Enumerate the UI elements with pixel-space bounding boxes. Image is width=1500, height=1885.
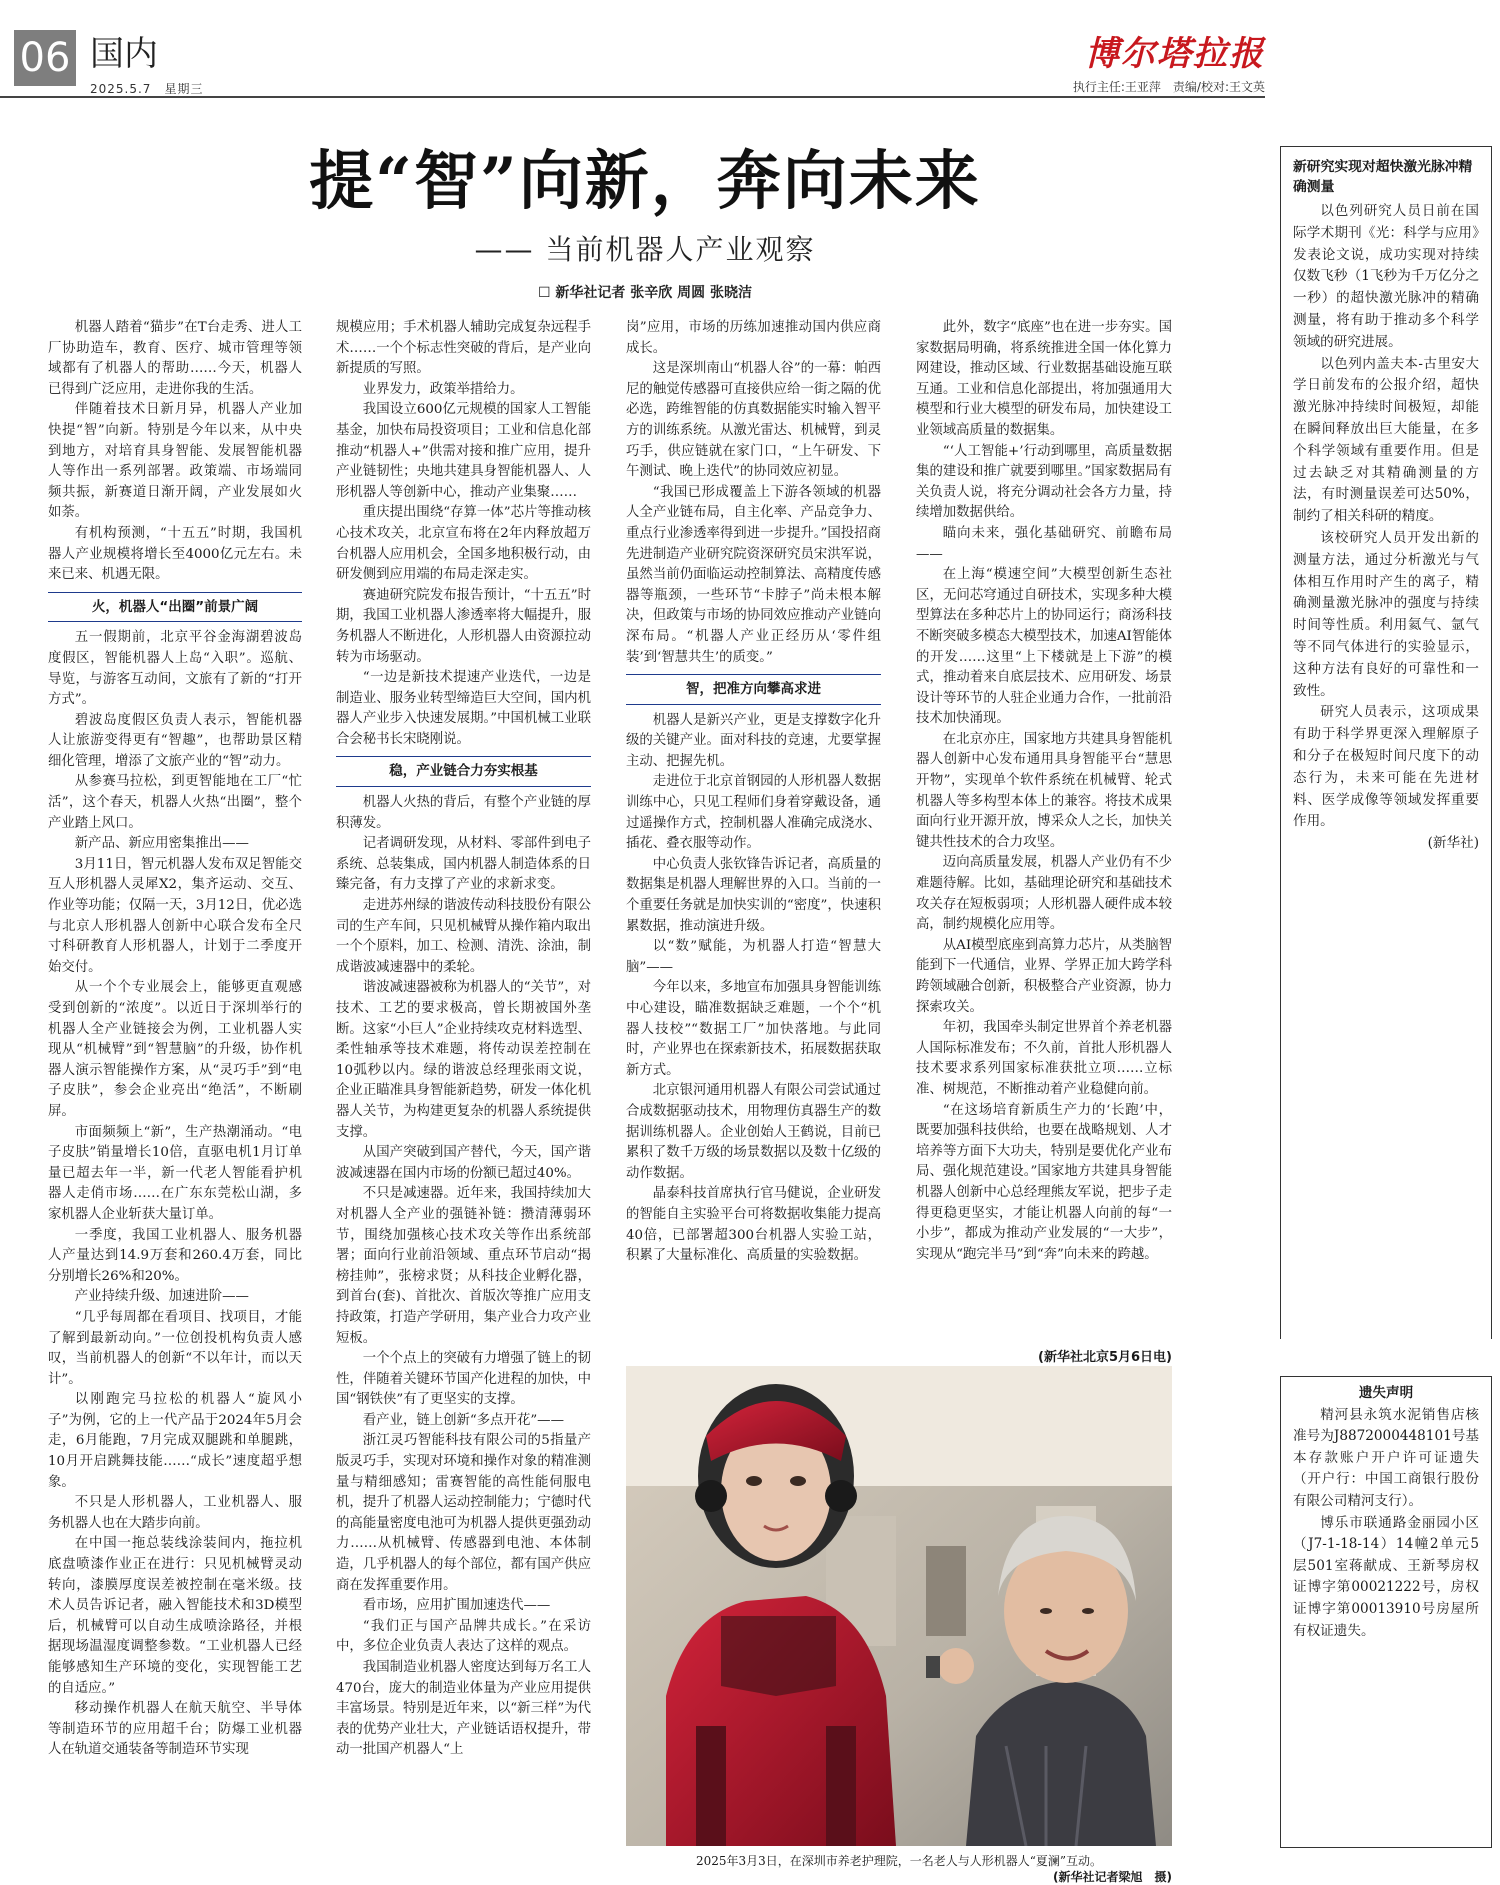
article-paragraph: 赛迪研究院发布报告预计，“十五五”时期，我国工业机器人渗透率将大幅提升，服务机器人不断进化，人形机器人由资源拉动转为市场驱动。 xyxy=(336,587,591,665)
article-paragraph: 看市场，应用扩围加速迭代—— xyxy=(362,1598,551,1614)
article-paragraph: 走进位于北京首钢园的人形机器人数据训练中心，只见工程师们身着穿戴设备，通过遥操作方式，控制机器人准确完成浇水、插花、叠衣服等动作。 xyxy=(626,774,881,852)
lost-notice-box xyxy=(1280,1376,1492,1848)
article-paragraph: 碧波岛度假区负责人表示，智能机器人让旅游变得更有“智趣”，也帮助景区精细化管理，增添了文旅产业的“智”动力。 xyxy=(48,712,302,769)
article-paragraph: 今年以来，多地宣布加强具身智能训练中心建设，瞄准数据缺乏难题，一个个“机器人技校”“数据工厂”加快落地。与此同时，产业界也在探索新技术，拓展数据获取新方式。 xyxy=(626,980,881,1078)
news-photo xyxy=(626,1366,1172,1846)
article-subheadline: —— 当前机器人产业观察 xyxy=(474,233,816,266)
page-number: 06 xyxy=(14,30,76,86)
article-paragraph: 看产业，链上创新“多点开花”—— xyxy=(362,1412,564,1428)
sidebar-title: 新研究实现对超快激光脉冲精确测量 xyxy=(1293,159,1473,195)
article-paragraph: “我国已形成覆盖上下游各领域的机器人全产业链布局，自主化率、产品竞争力、重点行业渗透率得到进一步提升。”国投招商先进制造产业研究院资深研究员宋洪军说，虽然当前仍面临运动控制算法、高精度传感器等瓶颈，一些环节“卡脖子”尚未根本解决，但政策与市场的协同效应推动产业链向深布局。“机器人产业正经历从‘零件组装’到‘智慧共生’的质变。” xyxy=(626,484,881,665)
article-paragraph: 这是深圳南山“机器人谷”的一幕：帕西尼的触觉传感器可直接供应给一街之隔的优必选，跨维智能的仿真数据能实时输入智平方的训练系统。从激光雷达、机械臂，到灵巧手，供应链就在家门口，“上午研发、下午测试、晚上迭代”的协同效应初显。 xyxy=(626,361,881,480)
article-paragraph: 从国产突破到国产替代，今天，国产谐波减速器在国内市场的份额已超过40%。 xyxy=(336,1145,591,1181)
article-paragraph: 北京银河通用机器人有限公司尝试通过合成数据驱动技术，用物理仿真器生产的数据训练机器人。企业创始人王鹤说，目前已累积了数千万级的场景数据以及数十亿级的动作数据。 xyxy=(626,1083,881,1181)
sidebar-content xyxy=(1293,157,1479,855)
article-paragraph: 一个个点上的突破有力增强了链上的韧性，伴随着关键环节国产化进程的加快，中国“钢铁侠”有了更坚实的支撑。 xyxy=(336,1351,591,1408)
article-paragraph: 机器人火热的背后，有整个产业链的厚积薄发。 xyxy=(336,795,591,831)
article-paragraph: “在这场培育新质生产力的‘长跑’中，既要加强科技供给，也要在战略规划、人才培养等方面下大功夫，特别是要优化产业布局、强化规范建设。”国家地方共建具身智能机器人创新中心总经理熊友军说，把步子走得更稳更坚实，才能让机器人向前的每“一小步”，都成为推动产业发展的“一大步”，实现从“跑完半马”到“奔”向未来的跨越。 xyxy=(916,1102,1172,1262)
photo-caption: 2025年3月3日，在深圳市养老护理院，一名老人与人形机器人“夏澜”互动。 xyxy=(695,1854,1103,1868)
photo-elderly-woman-with-red-humanoid-robot-icon xyxy=(626,1366,1172,1846)
article-paragraph: 年初，我国牵头制定世界首个养老机器人国际标准发布；不久前，首批人形机器人技术要求系列国家标准获批立项……立标准、树规范，不断推动着产业稳健向前。 xyxy=(916,1020,1172,1097)
sidebar-paragraph: 该校研究人员开发出新的测量方法，通过分析激光与气体相互作用时产生的离子，精确测量激光脉冲的强度与持续时间等性质。利用氦气、氩气等不同气体进行的实验显示，这种方法有良好的可靠性和一致性。 xyxy=(1293,529,1479,699)
article-paragraph: 浙江灵巧智能科技有限公司的5指量产版灵巧手，实现对环境和操作对象的精准测量与精细感知；雷赛智能的高性能伺服电机，提升了机器人运动控制能力；宁德时代的高能量密度电池可为机器人提供更强劲动力……从机械臂、传感器到电池、本体制造，几乎机器人的每个部位，都有国产供应商在发挥重要作用。 xyxy=(336,1433,591,1593)
article-paragraph: 业界发力，政策举措给力。 xyxy=(362,381,524,397)
article-paragraph: 在上海“模速空间”大模型创新生态社区，无问芯穹通过自研技术，实现多种大模型算法在多种芯片上的协同运行；商汤科技不断突破多模态大模型技术，加速AI智能体的开发……这里“上下楼就是上下游”的模式，推动着来自底层技术、应用研发、场景设计等环节的人驻企业通力合作，一批前沿技术加快涌现。 xyxy=(916,567,1172,727)
article-paragraph: 走进苏州绿的谐波传动科技股份有限公司的生产车间，只见机械臂从操作箱内取出一个个原料，加工、检测、清洗、涂油，制成谐波减速器中的柔轮。 xyxy=(336,898,591,975)
article-paragraph: 记者调研发现，从材料、零部件到电子系统、总装集成，国内机器人制造体系的日臻完备，有力支撑了产业的求新求变。 xyxy=(336,836,591,893)
article-paragraph: 我国制造业机器人密度达到每万名工人470台，庞大的制造业体量为产业应用提供丰富场景。特别是近年来，以“新三样”为代表的优势产业壮大，产业链话语权提升，带动一批国产机器人“上 xyxy=(336,1660,591,1758)
article-paragraph: 从AI模型底座到高算力芯片，从类脑智能到下一代通信，业界、学界正加大跨学科跨领域融合创新，积极整合产业资源，协力探索攻关。 xyxy=(916,937,1172,1015)
newspaper-masthead-logo: 博尔塔拉报 xyxy=(1085,34,1265,74)
section-subhead: 火，机器人“出圈”前景广阔 xyxy=(48,592,302,623)
article-paragraph: 移动操作机器人在航天航空、半导体等制造环节的应用超千台；防爆工业机器人在轨道交通装备等制造环节实现 xyxy=(48,1701,302,1758)
section-name: 国内 xyxy=(90,34,158,74)
article-paragraph: 在北京亦庄，国家地方共建具身智能机器人创新中心发布通用具身智能平台“慧思开物”，实现单个软件系统在机械臂、轮式机器人等多构型本体上的兼容。将技术成果面向行业开源开放，博采众人之长，加快关键共性技术的合力攻坚。 xyxy=(916,731,1172,850)
article-paragraph: “几乎每周都在看项目、找项目，才能了解到最新动向。”一位创投机构负责人感叹，当前机器人的创新“不以年计，而以天计”。 xyxy=(48,1309,302,1387)
header-rule xyxy=(0,96,1265,98)
article-paragraph: 不只是人形机器人，工业机器人、服务机器人也在大踏步向前。 xyxy=(48,1495,302,1531)
sidebar-news-brief xyxy=(1280,146,1492,1339)
article-paragraph: 市面频频上“新”，生产热潮涌动。“电子皮肤”销量增长10倍，直驱电机1月订单量已超去年一半，新一代老人智能看护机器人走俏市场……在广东东莞松山湖，多家机器人企业斩获大量订单。 xyxy=(48,1124,302,1222)
editor-credits: 执行主任:王亚萍 责编/校对:王文英 xyxy=(1072,80,1265,94)
article-column-2 xyxy=(336,318,591,1870)
article-paragraph: 重庆提出围绕“存算一体”芯片等推动核心技术攻关，北京宣布将在2年内释放超万台机器人应用机会，全国多地积极行动，由研发侧到应用端的布局走深走实。 xyxy=(336,505,591,583)
article-paragraph: 机器人是新兴产业，更是支撑数字化升级的关键产业。面对科技的竞速，尤要掌握主动、把握先机。 xyxy=(626,712,881,769)
notice-title: 遗失声明 xyxy=(1358,1385,1414,1401)
article-paragraph: 瞄向未来，强化基础研究、前瞻布局—— xyxy=(916,525,1172,562)
article-paragraph: 不只是减速器。近年来，我国持续加大对机器人全产业的强链补链：攒清薄弱环节，围绕加强核心技术攻关等作出系统部署；面向行业前沿领域、重点环节启动“揭榜挂帅”，张榜求贤；从科技企业孵化器，到首台(套)、首批次、首版次等推广应用支持政策，打造产学研用，集产业合力攻产业短板。 xyxy=(336,1186,591,1346)
article-column-3 xyxy=(626,318,881,1358)
article-paragraph: “‘人工智能+’行动到哪里，高质量数据集的建设和推广就要到哪里。”国家数据局有关负责人说，将充分调动社会各方力量，持续增加数据供给。 xyxy=(916,443,1172,521)
article-paragraph: 谐波减速器被称为机器人的“关节”，对技术、工艺的要求极高，曾长期被国外垄断。这家“小巨人”企业持续攻克材料选型、柔性轴承等技术难题，将传动误差控制在10弧秒以内。绿的谐波总经理张雨文说，企业正瞄准具身智能新趋势，研发一体化机器人关节，为构建更复杂的机器人系统提供支撑。 xyxy=(336,980,591,1140)
notice-paragraph: 精河县永筑水泥销售店核准号为J8872000448101号基本存款账户开户许可证遗失（开户行：中国工商银行股份有限公司精河支行）。 xyxy=(1293,1406,1479,1509)
article-byline: ☐ 新华社记者 张辛欣 周圆 张晓洁 xyxy=(537,285,753,301)
sidebar-source: (新华社) xyxy=(1427,835,1479,852)
notice-content xyxy=(1293,1383,1479,1642)
section-subhead: 稳，产业链合力夯实根基 xyxy=(336,756,591,787)
article-paragraph: 产业持续升级、加速进阶—— xyxy=(74,1289,249,1305)
sidebar-paragraph: 以色列研究人员日前在国际学术期刊《光：科学与应用》发表论文说，成功实现对持续仅数飞秒（1飞秒为千万亿分之一秒）的超快激光脉冲的精确测量，将有助于推动多个科学领域的研究进展。 xyxy=(1293,203,1479,350)
article-paragraph: 我国设立600亿元规模的国家人工智能基金，加快布局投资项目；工业和信息化部推动“机器人+”供需对接和推广应用，提升产业链韧性；央地共建具身智能机器人、人形机器人等创新中心，推动产业集聚…… xyxy=(336,402,591,500)
sidebar-paragraph: 以色列内盖夫本-古里安大学日前发布的公报介绍，超快激光脉冲持续时间极短，却能在瞬间释放出巨大能量，在多个科学领域有重要作用。但是过去缺乏对其精确测量的方法，有时测量误差可达50%，制约了相关科研的精度。 xyxy=(1293,355,1479,525)
article-paragraph: 岗”应用，市场的历练加速推动国内供应商成长。 xyxy=(626,320,881,356)
article-dateline: (新华社北京5月6日电) xyxy=(1038,1350,1172,1365)
article-paragraph: 在中国一拖总装线涂装间内，拖拉机底盘喷漆作业正在进行：只见机械臂灵动转向，漆膜厚度误差被控制在毫米级。技术人员告诉记者，融入智能技术和3D模型后，机械臂可以自动生成喷涂路径，并根据现场温湿度调整参数。“工业机器人已经能够感知生产环境的变化，实现智能工艺的自适应。” xyxy=(48,1536,302,1696)
sidebar-paragraph: 研究人员表示，这项成果有助于科学界更深入理解原子和分子在极短时间尺度下的动态行为，未来可能在先进材料、医学成像等领域发挥重要作用。 xyxy=(1293,704,1479,830)
article-paragraph: 伴随着技术日新月异，机器人产业加快提“智”向新。特别是今年以来，从中央到地方，对培育具身智能、发展智能机器人等作出一系列部署。政策端、市场端同频共振，新赛道日渐开阔，产业发展如火如荼。 xyxy=(48,402,302,521)
article-paragraph: 以刚跑完马拉松的机器人“旋风小子”为例，它的上一代产品于2024年5月会走，6月能跑，7月完成双腿跳和单腿跳，10月开启跳舞技能……“成长”速度超乎想象。 xyxy=(48,1392,302,1490)
article-paragraph: 新产品、新应用密集推出—— xyxy=(74,836,249,852)
article-column-1 xyxy=(48,318,302,1870)
article-column-4 xyxy=(916,318,1172,1358)
notice-paragraph: 博乐市联通路金丽园小区（J7-1-18-14）14幢2单元5层501室蒋献成、王新琴房权证博字第00021222号，房权证博字第00013910号房屋所有权证遗失。 xyxy=(1293,1514,1479,1639)
article-paragraph: 规模应用；手术机器人辅助完成复杂远程手术……一个个标志性突破的背后，是产业向新提质的写照。 xyxy=(336,320,591,377)
photo-credit: (新华社记者梁旭 摄) xyxy=(1053,1870,1172,1884)
article-paragraph: 晶泰科技首席执行官马健说，企业研发的智能自主实验平台可将数据收集能力提高40倍，已部署超300台机器人实验工站，积累了大量标准化、高质量的实验数据。 xyxy=(626,1186,881,1264)
article-paragraph: 五一假期前，北京平谷金海湖碧波岛度假区，智能机器人上岛“入职”。巡航、导览，与游客互动间，文旅有了新的“打开方式”。 xyxy=(48,630,302,708)
article-paragraph: 从一个个专业展会上，能够更直观感受到创新的“浓度”。以近日于深圳举行的机器人全产业链接会为例，工业机器人实现从“机械臂”到“智慧脑”的升级，协作机器人演示智能操作方案，从“灵巧手”到“电子皮肤”，参会企业亮出“绝活”，不断刷屏。 xyxy=(48,980,302,1119)
article-paragraph: 迈向高质量发展，机器人产业仍有不少难题待解。比如，基础理论研究和基础技术攻关存在短板弱项；人形机器人硬件成本较高，制约规模化应用等。 xyxy=(916,855,1172,933)
article-paragraph: 以“数”赋能，为机器人打造“智慧大脑”—— xyxy=(626,939,881,975)
article-paragraph: 此外，数字“底座”也在进一步夯实。国家数据局明确，将系统推进全国一体化算力网建设，推动区域、行业数据基础设施互联互通。工业和信息化部提出，将加强通用大模型和行业大模型的研发布局，加快建设工业领域高质量的数据集。 xyxy=(916,320,1172,438)
section-subhead: 智，把准方向攀高求进 xyxy=(626,674,881,705)
article-paragraph: 从参赛马拉松，到更智能地在工厂“忙活”，这个春天，机器人火热“出圈”，整个产业踏上风口。 xyxy=(48,774,302,831)
article-paragraph: 机器人踏着“猫步”在T台走秀、进人工厂协助造车，教育、医疗、城市管理等领域都有了机器人的帮助……今天，机器人已得到广泛应用，走进你我的生活。 xyxy=(48,320,302,397)
article-paragraph: 3月11日，智元机器人发布双足智能交互人形机器人灵犀X2，集齐运动、交互、作业等功能；仅隔一天，3月12日，优必选与北京人形机器人创新中心联合发布全尺寸科研教育人形机器人，计划于二季度开始交付。 xyxy=(48,856,302,975)
article-paragraph: “我们正与国产品牌共成长。”在采访中，多位企业负责人表达了这样的观点。 xyxy=(336,1618,591,1655)
article-headline: 提“智”向新，奔向未来 xyxy=(309,144,981,219)
issue-date: 2025.5.7 星期三 xyxy=(90,82,204,96)
article-paragraph: 中心负责人张钦锋告诉记者，高质量的数据集是机器人理解世界的入口。当前的一个重要任务就是加快实训的“密度”，快速积累数据，推动演进升级。 xyxy=(626,856,881,934)
article-paragraph: “一边是新技术提速产业迭代，一边是制造业、服务业转型缔造巨大空间，国内机器人产业步入快速发展期。”中国机械工业联合会秘书长宋晓刚说。 xyxy=(336,670,591,747)
article-paragraph: 有机构预测，“十五五”时期，我国机器人产业规模将增长至4000亿元左右。未来已来、机遇无限。 xyxy=(48,525,302,583)
article-paragraph: 一季度，我国工业机器人、服务机器人产量达到14.9万套和260.4万套，同比分别增长26%和20%。 xyxy=(48,1227,302,1284)
